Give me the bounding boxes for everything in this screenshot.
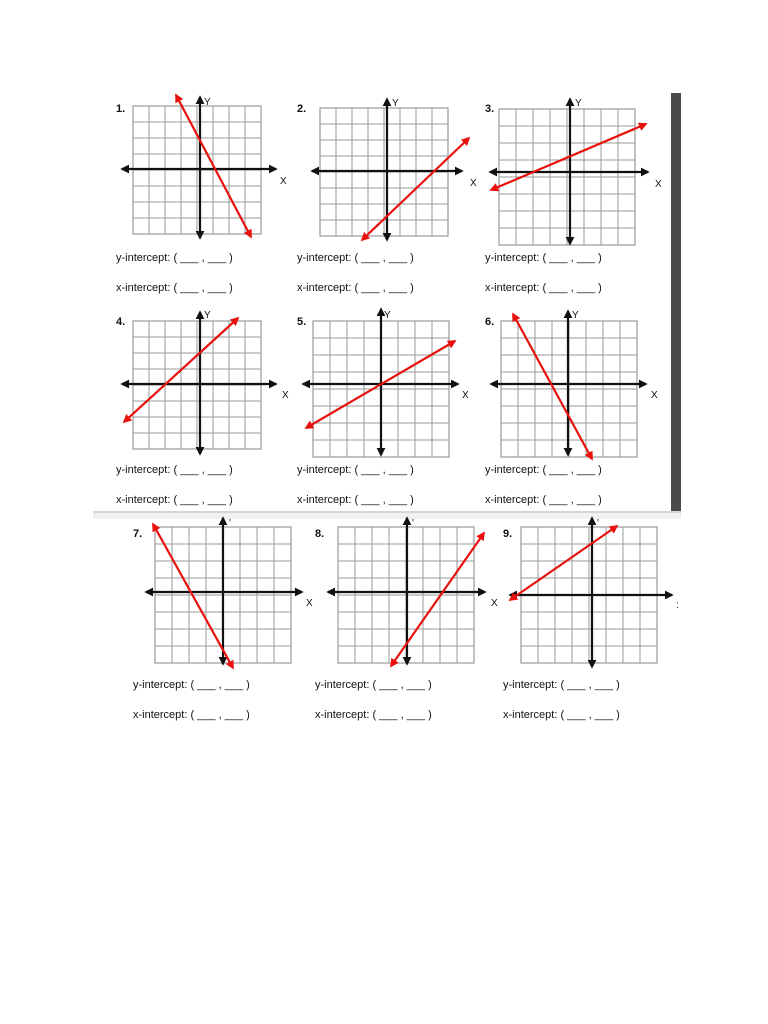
- y-intercept-prompt: y-intercept: ( ___ , ___ ): [503, 679, 620, 691]
- x-axis-label: X: [655, 179, 662, 190]
- graphed-line: [510, 526, 617, 600]
- y-intercept-prompt: y-intercept: ( ___ , ___ ): [485, 252, 602, 264]
- x-intercept-prompt: x-intercept: ( ___ , ___ ): [133, 709, 250, 721]
- problem-number: 2.: [297, 103, 307, 115]
- y-axis-label: Y: [204, 97, 211, 108]
- y-intercept-prompt: y-intercept: ( ___ , ___ ): [297, 252, 414, 264]
- y-axis-label: Y: [204, 310, 211, 321]
- y-intercept-prompt: y-intercept: ( ___ , ___ ): [297, 464, 414, 476]
- y-axis-label: ': [229, 518, 231, 529]
- x-intercept-prompt: x-intercept: ( ___ , ___ ): [485, 282, 602, 294]
- problem-number: 6.: [485, 316, 495, 328]
- problem-number: 8.: [315, 528, 325, 540]
- x-intercept-prompt: x-intercept: ( ___ , ___ ): [485, 494, 602, 506]
- y-axis-label: Y: [575, 98, 582, 109]
- y-intercept-prompt: y-intercept: ( ___ , ___ ): [116, 252, 233, 264]
- y-axis-label: Y: [392, 98, 399, 109]
- y-axis-label: ': [412, 518, 414, 529]
- x-axis-label: X: [491, 598, 498, 609]
- problem-number: 7.: [133, 528, 143, 540]
- y-axis-label: Y: [384, 310, 391, 321]
- y-intercept-prompt: y-intercept: ( ___ , ___ ): [116, 464, 233, 476]
- y-axis-label: ': [597, 518, 599, 529]
- x-intercept-prompt: x-intercept: ( ___ , ___ ): [297, 494, 414, 506]
- x-axis-label: X: [306, 598, 313, 609]
- x-axis-label: :: [676, 600, 679, 611]
- x-axis-label: X: [282, 390, 289, 401]
- y-intercept-prompt: y-intercept: ( ___ , ___ ): [133, 679, 250, 691]
- y-axis-label: Y: [572, 310, 579, 321]
- x-intercept-prompt: x-intercept: ( ___ , ___ ): [116, 494, 233, 506]
- problem-number: 9.: [503, 528, 513, 540]
- x-intercept-prompt: x-intercept: ( ___ , ___ ): [116, 282, 233, 294]
- y-intercept-prompt: y-intercept: ( ___ , ___ ): [485, 464, 602, 476]
- x-intercept-prompt: x-intercept: ( ___ , ___ ): [503, 709, 620, 721]
- x-axis-label: X: [462, 390, 469, 401]
- problem-number: 4.: [116, 316, 126, 328]
- problem-number: 5.: [297, 316, 307, 328]
- x-axis-label: X: [651, 390, 658, 401]
- problem-number: 3.: [485, 103, 495, 115]
- problem-number: 1.: [116, 103, 126, 115]
- x-axis-label: X: [470, 178, 477, 189]
- x-intercept-prompt: x-intercept: ( ___ , ___ ): [315, 709, 432, 721]
- y-intercept-prompt: y-intercept: ( ___ , ___ ): [315, 679, 432, 691]
- x-axis-label: X: [280, 176, 287, 187]
- x-intercept-prompt: x-intercept: ( ___ , ___ ): [297, 282, 414, 294]
